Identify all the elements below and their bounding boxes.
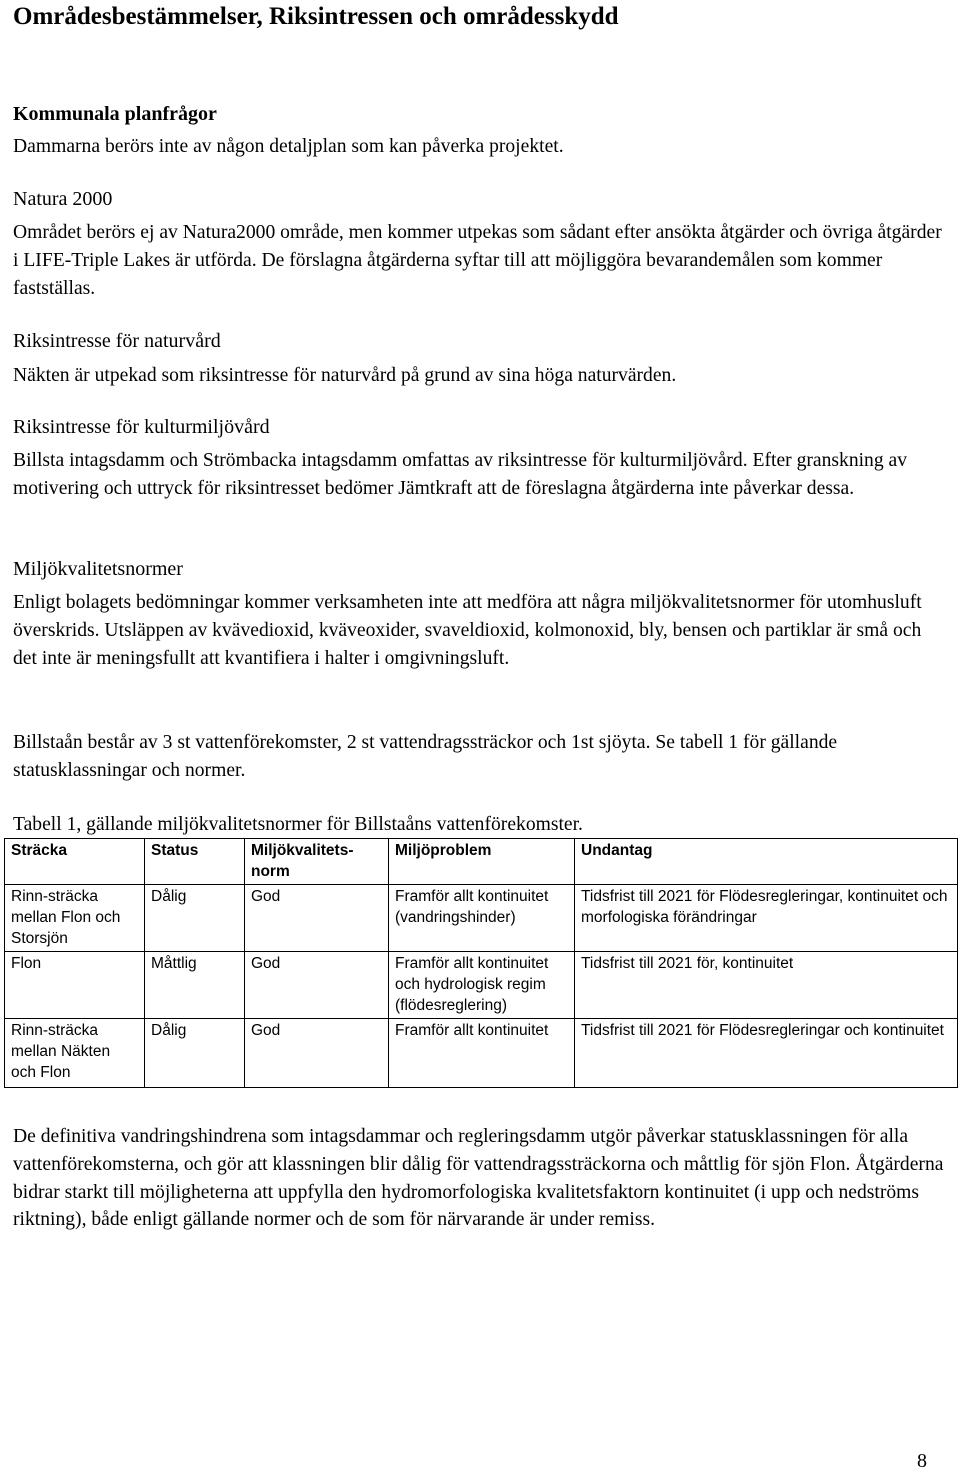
- paragraph-natura-2000: Området berörs ej av Natura2000 område, men kommer utpekas som sådant efter ansökta åtgärder och övriga åtgärder i LIFE-Triple Lakes är utförda. De förslagna åtgärderna syftar till att möjliggöra bevarandemålen som kommer fastställas.: [13, 222, 942, 299]
- table-cell: Framför allt kontinuitet och hydrologisk regim (flödesreglering): [389, 952, 575, 1019]
- table-cell: Tidsfrist till 2021 för Flödesregleringar, kontinuitet och morfologiska förändringar: [575, 885, 958, 952]
- heading-riksintresse-kulturmiljovard: Riksintresse för kulturmiljövård: [13, 416, 270, 438]
- table-header-cell: Miljökvalitets-norm: [245, 839, 389, 885]
- paragraph-billstaan: Billstaån består av 3 st vattenförekomster, 2 st vattendragssträckor och 1st sjöyta. Se tabell 1 för gällande statusklassningar och normer.: [13, 732, 838, 781]
- table-header-row: [5, 839, 958, 885]
- table-cell: Dålig: [145, 1019, 245, 1088]
- table-cell: Rinn-sträcka mellan Flon och Storsjön: [5, 885, 145, 952]
- page-number: 8: [917, 1450, 927, 1472]
- table-cell: Tidsfrist till 2021 för, kontinuitet: [575, 952, 958, 1019]
- table-row: [5, 885, 958, 952]
- water-bodies-table: [4, 838, 958, 1088]
- table-header-cell: Miljöproblem: [389, 839, 575, 885]
- page-title: Områdesbestämmelser, Riksintressen och områdesskydd: [13, 3, 619, 30]
- table-row: [5, 1019, 958, 1088]
- heading-riksintresse-naturvard: Riksintresse för naturvård: [13, 330, 221, 352]
- table-cell: God: [245, 885, 389, 952]
- heading-natura-2000: Natura 2000: [13, 188, 113, 210]
- table-cell: Tidsfrist till 2021 för Flödesregleringar och kontinuitet: [575, 1019, 958, 1088]
- paragraph-riksintresse-naturvard: Näkten är utpekad som riksintresse för naturvård på grund av sina höga naturvärden.: [13, 365, 677, 386]
- table-caption: Tabell 1, gällande miljökvalitetsnormer för Billstaåns vattenförekomster.: [13, 814, 583, 835]
- table-row: [5, 952, 958, 1019]
- paragraph-riksintresse-kulturmiljovard: Billsta intagsdamm och Strömbacka intagsdamm omfattas av riksintresse för kulturmiljövård. Efter granskning av motivering och uttryck för riksintresset bedömer Jämtkraft att de föreslagna åtgärderna inte påverkar dessa.: [13, 450, 908, 499]
- table-cell: God: [245, 952, 389, 1019]
- table-header-cell: Sträcka: [5, 839, 145, 885]
- table-cell: Måttlig: [145, 952, 245, 1019]
- heading-miljokvalitetsnormer: Miljökvalitetsnormer: [13, 558, 183, 580]
- table-header-cell: Status: [145, 839, 245, 885]
- table-cell: Rinn-sträcka mellan Näkten och Flon: [5, 1019, 145, 1088]
- table-cell: Flon: [5, 952, 145, 1019]
- paragraph-final: De definitiva vandringshindrena som intagsdammar och regleringsdamm utgör påverkar statusklassningen för alla vattenförekomsterna, och gör att klassningen blir dålig för vattendragssträckorna och måttlig för sjön Flon. Åtgärderna bidrar starkt till möjligheterna att uppfylla den hydromorfologiska kvalitetsfaktorn kontinuitet (i upp och nedströms riktning), både enligt gällande normer och de som för närvarande är under remiss.: [13, 1126, 944, 1231]
- paragraph-kommunala-planfragor: Dammarna berörs inte av någon detaljplan som kan påverka projektet.: [13, 136, 564, 157]
- paragraph-miljokvalitetsnormer: Enligt bolagets bedömningar kommer verksamheten inte att medföra att några miljökvalitetsnormer för utomhusluft överskrids. Utsläppen av kvävedioxid, kväveoxider, svaveldioxid, kolmonoxid, bly, bensen och partiklar är små och det inte är meningsfullt att kvantifiera i halter i omgivningsluft.: [13, 592, 922, 669]
- table-cell: God: [245, 1019, 389, 1088]
- table-header-cell: Undantag: [575, 839, 958, 885]
- table-cell: Dålig: [145, 885, 245, 952]
- table-cell: Framför allt kontinuitet (vandringshinder): [389, 885, 575, 952]
- heading-kommunala-planfragor: Kommunala planfrågor: [13, 103, 217, 125]
- table-cell: Framför allt kontinuitet: [389, 1019, 575, 1088]
